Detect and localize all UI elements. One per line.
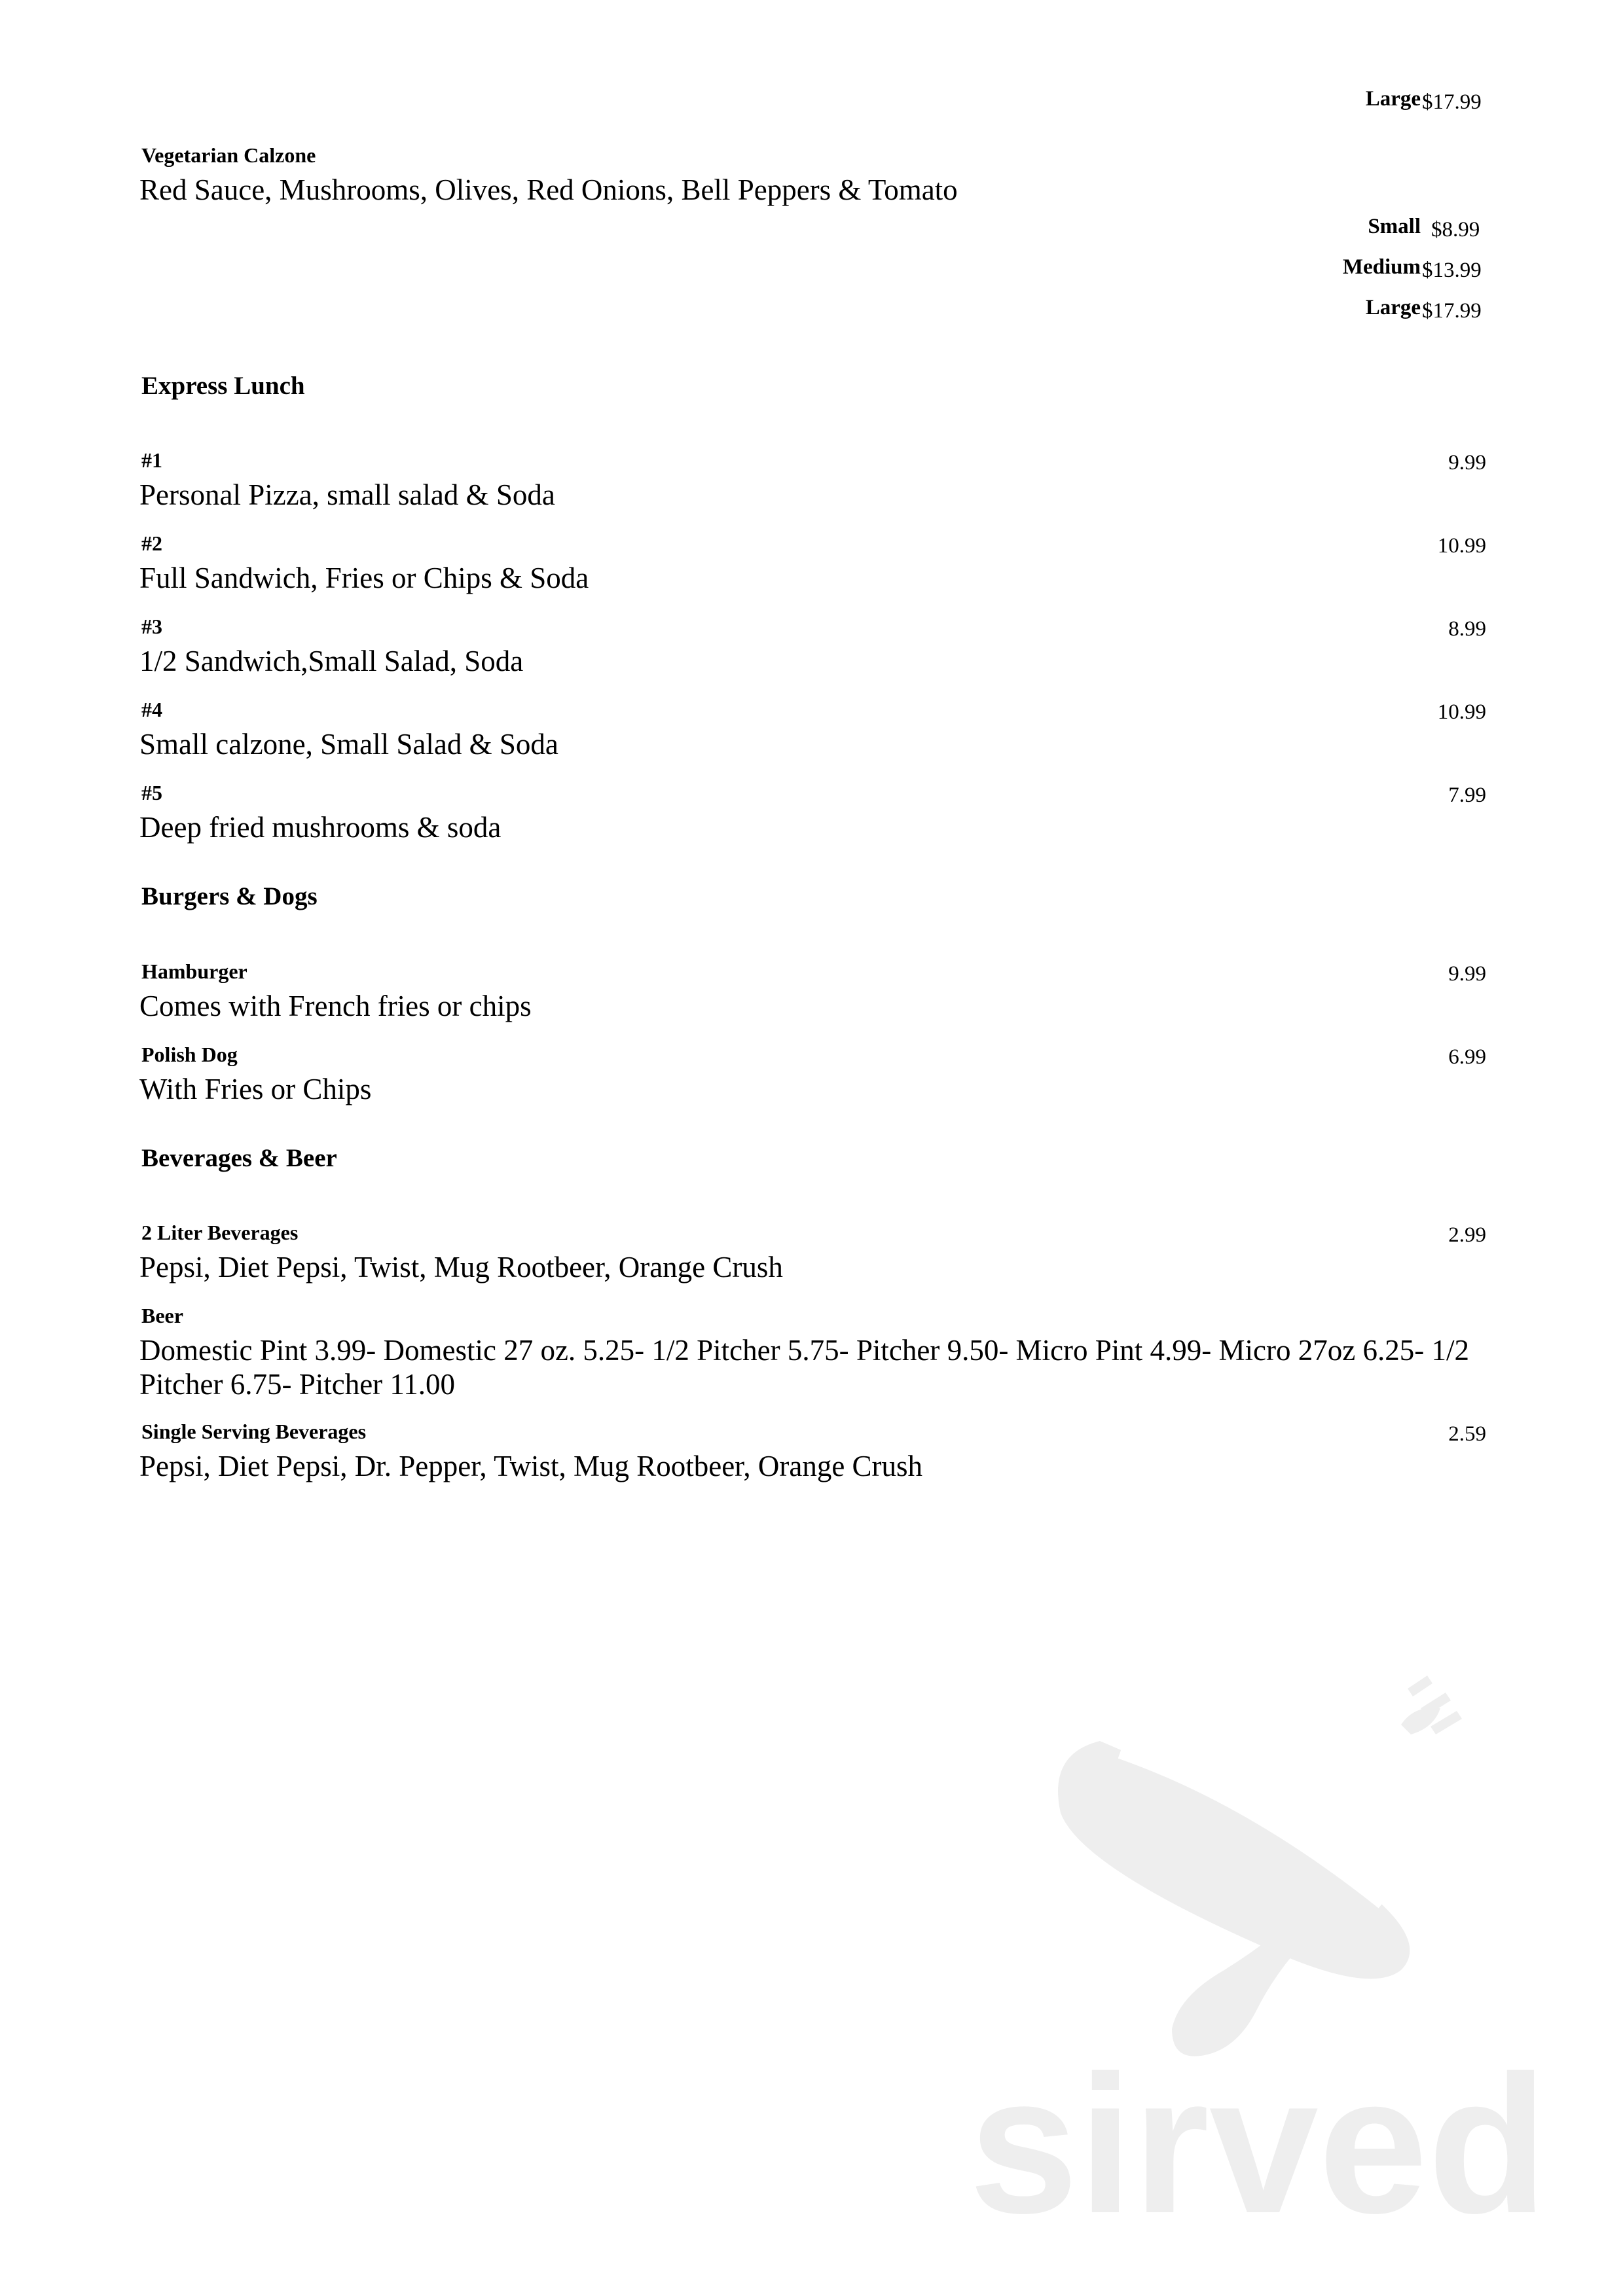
section-title-express-lunch: Express Lunch (141, 372, 305, 400)
size-label-small: Small (1368, 215, 1421, 238)
price-medium: $13.99 (1422, 259, 1482, 282)
price-large: $17.99 (1422, 299, 1482, 323)
item-desc-polish-dog: With Fries or Chips (139, 1073, 372, 1105)
item-price-1: 9.99 (1448, 451, 1486, 475)
item-desc-5: Deep fried mushrooms & soda (139, 811, 501, 844)
item-name-2: #2 (141, 531, 162, 555)
item-name-4: #4 (141, 698, 162, 721)
item-desc-3: 1/2 Sandwich,Small Salad, Soda (139, 645, 524, 677)
size-label-large: Large (1365, 296, 1421, 319)
item-name-3: #3 (141, 615, 162, 638)
item-price-2: 10.99 (1437, 534, 1486, 558)
watermark-text: sirved (969, 2034, 1548, 2225)
item-price-single-serving-beverages: 2.59 (1448, 1422, 1486, 1446)
item-name-1: #1 (141, 448, 162, 472)
price-large-top: $17.99 (1422, 90, 1482, 114)
item-price-hamburger: 9.99 (1448, 962, 1486, 986)
section-title-beverages-beer: Beverages & Beer (141, 1144, 337, 1172)
section-title-burgers-dogs: Burgers & Dogs (141, 882, 318, 910)
item-desc-vegetarian-calzone: Red Sauce, Mushrooms, Olives, Red Onions, Bell Peppers & Tomato (139, 173, 958, 206)
item-desc-1: Personal Pizza, small salad & Soda (139, 478, 555, 511)
item-name-5: #5 (141, 781, 162, 804)
item-name-2-liter-beverages: 2 Liter Beverages (141, 1221, 299, 1244)
item-name-hamburger: Hamburger (141, 960, 247, 983)
item-desc-single-serving-beverages: Pepsi, Diet Pepsi, Dr. Pepper, Twist, Mug Rootbeer, Orange Crush (139, 1450, 923, 1482)
item-name-beer: Beer (141, 1304, 183, 1327)
item-name-single-serving-beverages: Single Serving Beverages (141, 1420, 367, 1443)
item-desc-4: Small calzone, Small Salad & Soda (139, 728, 558, 761)
item-price-polish-dog: 6.99 (1448, 1045, 1486, 1069)
price-small: $8.99 (1431, 218, 1480, 242)
item-price-5: 7.99 (1448, 783, 1486, 807)
item-price-2-liter-beverages: 2.99 (1448, 1223, 1486, 1247)
item-desc-2-liter-beverages: Pepsi, Diet Pepsi, Twist, Mug Rootbeer, Orange Crush (139, 1251, 783, 1283)
watermark (949, 1662, 1591, 2225)
item-desc-beer: Domestic Pint 3.99- Domestic 27 oz. 5.25- 1/2 Pitcher 5.75- Pitcher 9.50- Micro Pint 4.99- Micro 27oz 6.25- 1/2 Pitcher 6.75- Pitcher 11.00 (139, 1334, 1469, 1401)
item-price-4: 10.99 (1437, 700, 1486, 724)
item-name-polish-dog: Polish Dog (141, 1043, 238, 1066)
size-label-large-top: Large (1365, 87, 1421, 111)
item-desc-hamburger: Comes with French fries or chips (139, 990, 532, 1022)
utensils-icon (949, 1662, 1591, 2225)
item-name-vegetarian-calzone: Vegetarian Calzone (141, 143, 316, 167)
item-price-3: 8.99 (1448, 617, 1486, 641)
item-desc-2: Full Sandwich, Fries or Chips & Soda (139, 562, 589, 594)
size-label-medium: Medium (1342, 255, 1421, 279)
